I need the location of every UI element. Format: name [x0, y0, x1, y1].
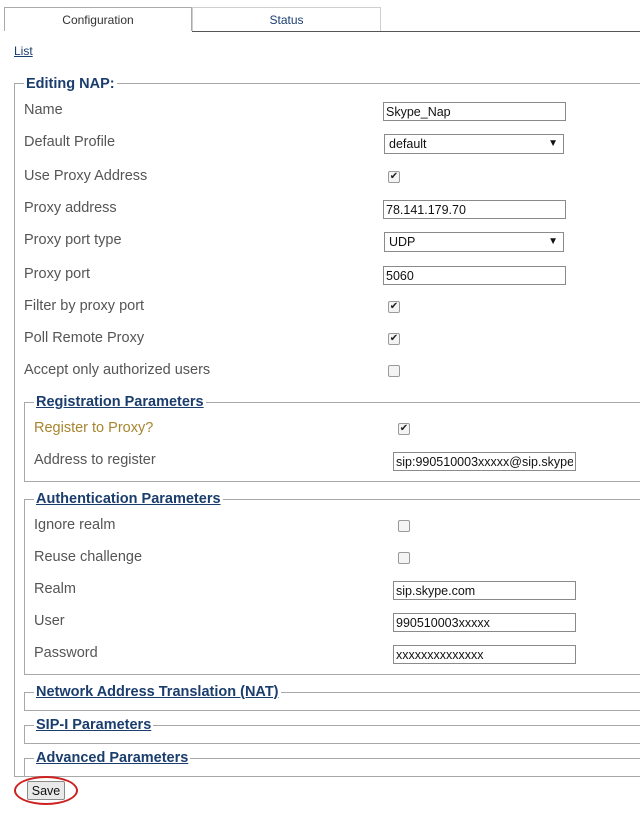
filter-by-proxy-port-label: Filter by proxy port	[24, 298, 145, 314]
reuse-challenge-checkbox[interactable]	[398, 552, 410, 564]
proxy-port-type-select[interactable]	[384, 232, 564, 252]
proxy-address-input[interactable]	[383, 200, 566, 219]
address-to-register-input[interactable]	[393, 452, 576, 471]
name-label: Name	[24, 102, 63, 118]
proxy-port-label: Proxy port	[24, 266, 91, 282]
accept-authorized-label: Accept only authorized users	[24, 362, 211, 378]
password-label: Password	[34, 645, 98, 661]
checkmark-icon: ✔	[389, 333, 399, 344]
tab-status[interactable]: Status	[192, 7, 381, 31]
ignore-realm-label: Ignore realm	[34, 517, 116, 533]
default-profile-value: default	[389, 137, 427, 151]
sipi-legend[interactable]: SIP-I Parameters	[36, 717, 152, 733]
proxy-port-input[interactable]	[383, 266, 566, 285]
tab-configuration[interactable]: Configuration	[4, 7, 192, 31]
registration-legend[interactable]: Registration Parameters	[36, 394, 204, 410]
list-link[interactable]: List	[14, 44, 33, 58]
advanced-legend[interactable]: Advanced Parameters	[36, 750, 189, 766]
annotation-ring	[14, 776, 78, 805]
authentication-legend[interactable]: Authentication Parameters	[36, 491, 221, 507]
editing-nap-legend: Editing NAP:	[26, 76, 115, 92]
user-input[interactable]	[393, 613, 576, 632]
poll-remote-proxy-label: Poll Remote Proxy	[24, 330, 145, 346]
filter-by-proxy-port-checkbox[interactable]	[388, 301, 400, 313]
register-to-proxy-checkbox[interactable]	[398, 423, 410, 435]
reuse-challenge-label: Reuse challenge	[34, 549, 143, 565]
register-to-proxy-label: Register to Proxy?	[34, 420, 154, 436]
proxy-address-label: Proxy address	[24, 200, 117, 216]
proxy-port-type-label: Proxy port type	[24, 232, 122, 248]
default-profile-select[interactable]	[384, 134, 564, 154]
realm-label: Realm	[34, 581, 76, 597]
accept-authorized-checkbox[interactable]	[388, 365, 400, 377]
checkmark-icon: ✔	[389, 301, 399, 312]
chevron-down-icon: ▼	[548, 236, 558, 247]
poll-remote-proxy-checkbox[interactable]	[388, 333, 400, 345]
address-to-register-label: Address to register	[34, 452, 156, 468]
default-profile-label: Default Profile	[24, 134, 116, 150]
nat-legend[interactable]: Network Address Translation (NAT)	[36, 684, 279, 700]
checkmark-icon: ✔	[389, 171, 399, 182]
name-input[interactable]	[383, 102, 566, 121]
tab-divider	[192, 31, 640, 32]
user-label: User	[34, 613, 65, 629]
chevron-down-icon: ▼	[548, 138, 558, 149]
use-proxy-label: Use Proxy Address	[24, 168, 148, 184]
save-button[interactable]: Save	[27, 781, 65, 800]
proxy-port-type-value: UDP	[389, 235, 416, 249]
password-input[interactable]	[393, 645, 576, 664]
use-proxy-checkbox[interactable]	[388, 171, 400, 183]
ignore-realm-checkbox[interactable]	[398, 520, 410, 532]
checkmark-icon: ✔	[399, 423, 409, 434]
realm-input[interactable]	[393, 581, 576, 600]
